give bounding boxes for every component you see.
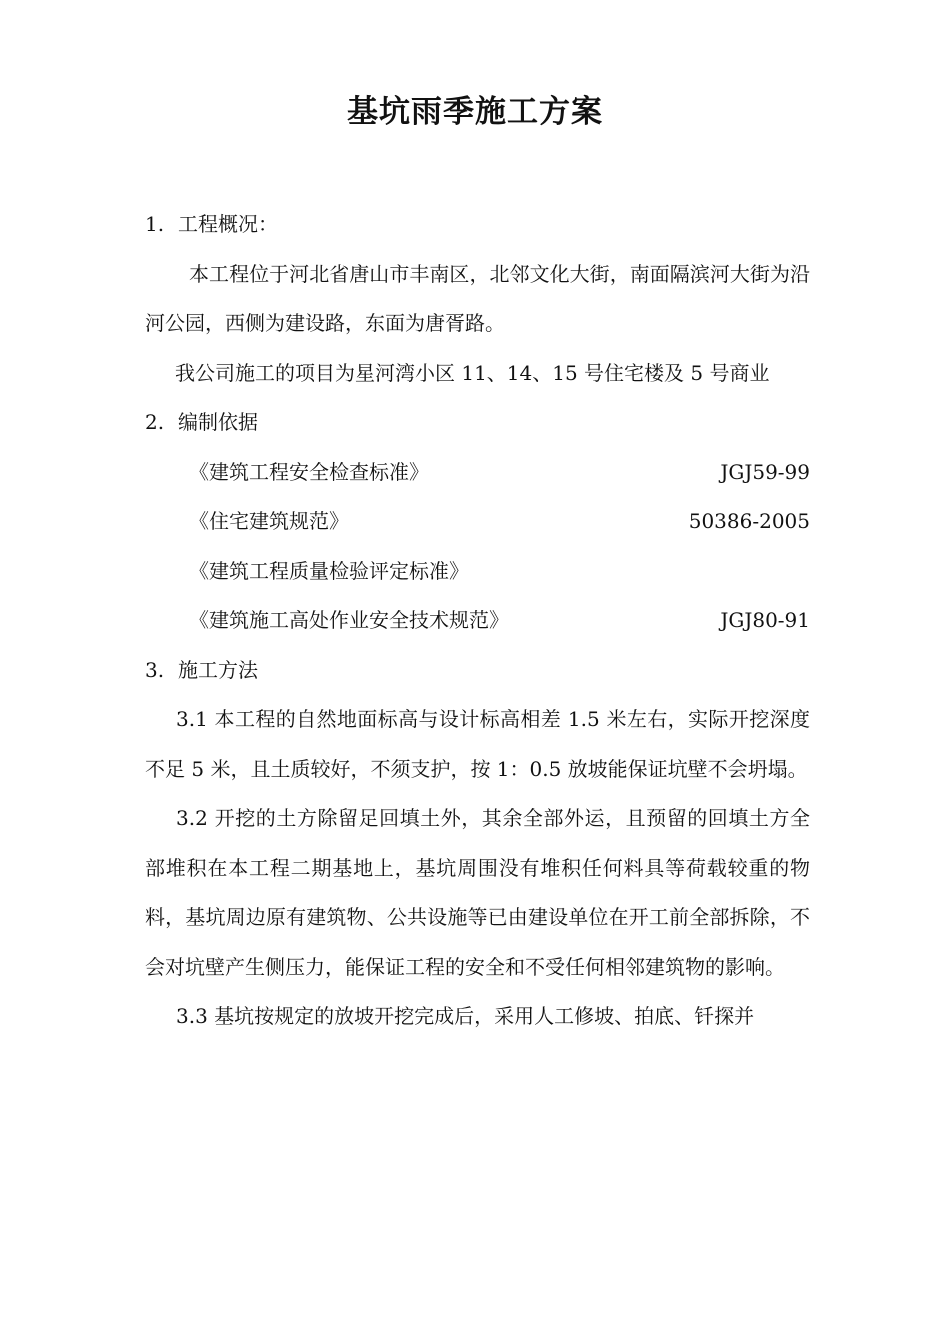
document-body — [145, 200, 810, 1042]
reference-item — [145, 547, 810, 597]
section-heading-basis — [145, 398, 810, 448]
section-heading-overview — [145, 200, 810, 250]
section-number: 3. — [145, 657, 165, 682]
section-title: 工程概况： — [178, 212, 278, 236]
section-heading-method — [145, 646, 810, 696]
section-number: 2. — [145, 410, 165, 434]
reference-name: 《建筑工程质量检验评定标准》 — [189, 558, 469, 583]
paragraph-3-1: 3.1 本工程的自然地面标高与设计标高相差 1.5 米左右，实际开挖深度不足 5 米，且土质较好，不须支护，按 1：0.5 放坡能保证坑壁不会坍塌。 — [145, 707, 810, 781]
section-title: 施工方法 — [178, 657, 258, 682]
reference-item — [145, 596, 810, 646]
reference-code: JGJ80-91 — [720, 608, 810, 632]
paragraph-project-scope: 我公司施工的项目为星河湾小区 11、14、15 号住宅楼及 5 号商业 — [175, 360, 770, 385]
reference-name: 《建筑施工高处作业安全技术规范》 — [189, 608, 509, 632]
section-title: 编制依据 — [178, 410, 258, 434]
reference-name: 《建筑工程安全检查标准》 — [189, 459, 429, 484]
reference-code: JGJ59-99 — [720, 459, 810, 484]
document-title: 基坑雨季施工方案 — [347, 94, 603, 130]
paragraph-3-3: 3.3 基坑按规定的放坡开挖完成后，采用人工修坡、拍底、钎探并 — [176, 1004, 755, 1028]
paragraph-3-2: 3.2 开挖的土方除留足回填土外，其余全部外运，且预留的回填土方全部堆积在本工程二期基地上，基坑周围没有堆积任何料具等荷载较重的物料，基坑周边原有建筑物、公共设施等已由建设单位在开工前全部拆除，不会对坑壁产生侧压力，能保证工程的安全和不受任何相邻建筑物的影响。 — [145, 806, 810, 979]
paragraph-project-location: 本工程位于河北省唐山市丰南区，北邻文化大街，南面隔滨河大街为沿河公园，西侧为建设路，东面为唐胥路。 — [145, 261, 810, 335]
reference-name: 《住宅建筑规范》 — [189, 509, 349, 533]
reference-item — [145, 448, 810, 498]
reference-code: 50386-2005 — [688, 509, 810, 533]
section-number: 1. — [145, 212, 165, 236]
reference-item — [145, 497, 810, 547]
